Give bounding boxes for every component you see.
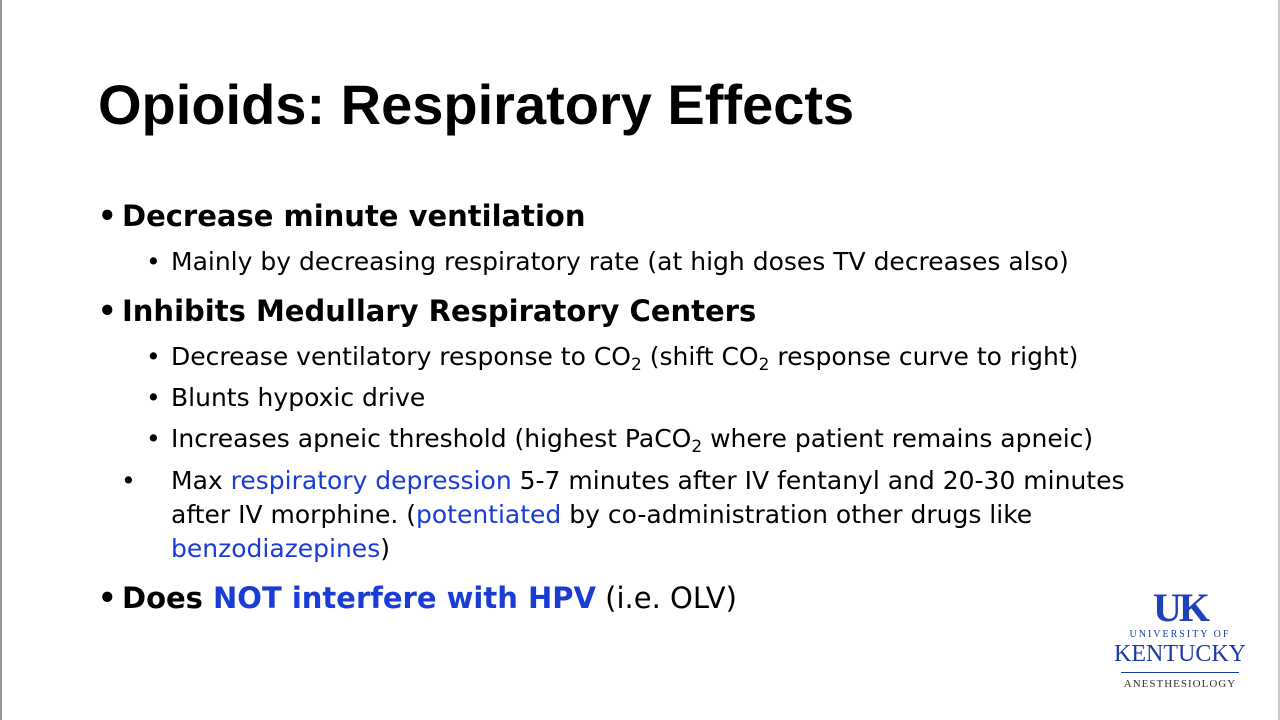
bullet-does-not-interfere-hpv: • Does NOT interfere with HPV (i.e. OLV) [98,581,737,615]
bullet-text: Mainly by decreasing respiratory rate (at high doses TV decreases also) [171,247,1069,276]
bullet-dot: • [98,199,117,233]
bullet-decrease-minute-ventilation [98,199,585,233]
link-respiratory-depression[interactable]: respiratory depression [230,466,512,495]
bullet-text: Decrease minute ventilation [122,199,586,233]
logo-university-of: UNIVERSITY OF [1129,629,1231,640]
subscript: 2 [758,354,770,375]
logo-kentucky: KENTUCKY [1114,641,1246,667]
bullet-dot: • [98,294,117,328]
sub-bullet-respiratory-rate [146,245,1069,279]
sub-bullet-hypoxic-drive [146,381,425,415]
bullet-text: Inhibits Medullary Respiratory Centers [122,294,757,328]
sub-bullet-co2-response [146,340,1078,374]
bullet-text: Increases apneic threshold (highest PaCO$_2$ where patient remains apneic) [171,424,1094,457]
bullet-dot: • [146,383,161,412]
slide-left-border [0,0,2,720]
bullet-dot: • [121,466,136,495]
uk-logo-mark: UK [1153,585,1207,630]
highlight-not-interfere-hpv: NOT interfere with HPV [213,581,596,615]
bullet-inhibits-medullary-centers [98,294,756,328]
bullet-text: Blunts hypoxic drive [171,383,426,412]
link-potentiated[interactable]: potentiated [415,500,562,529]
slide-title: Opioids: Respiratory Effects [98,73,855,136]
bullet-dot: • [146,424,161,453]
sub-bullet-max-respiratory-depression: • Max respiratory depression 5-7 minutes after IV fentanyl and 20-30 minutes after IV morphine. (potentiated by co-administration other drugs like benzodiazepines) [121,466,1125,563]
bullet-text: Decrease ventilatory response to $CO_2$ (shift $CO_2$ response curve to right) [171,342,1079,375]
sub-bullet-apneic-threshold [146,422,1093,456]
link-benzodiazepines[interactable]: benzodiazepines [171,534,381,563]
logo-department: ANESTHESIOLOGY [1123,678,1237,690]
logo-divider [1121,672,1239,673]
bullet-dot: • [98,581,117,615]
bullet-dot: • [146,247,161,276]
subscript: 2 [631,354,642,375]
uk-anesthesiology-logo [1100,585,1260,690]
subscript: 2 [691,436,703,457]
bullet-dot: • [146,342,161,371]
